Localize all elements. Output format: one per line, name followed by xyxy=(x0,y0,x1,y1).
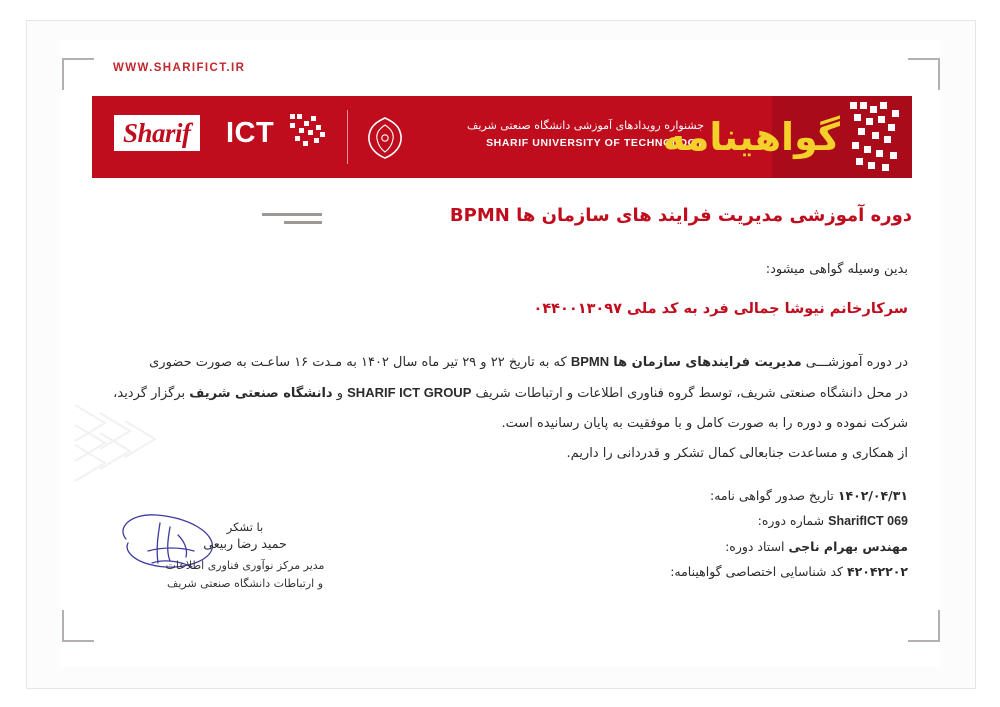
corner-bracket-bottom-right xyxy=(908,610,940,642)
body-paragraph-line-4: از همکاری و مساعدت جنابعالی کمال تشکر و قدردانی را داریم. xyxy=(566,446,908,461)
sharif-ict-logo xyxy=(114,112,329,162)
meta-tracking-code-value: ۴۲۰۴۲۲۰۲ xyxy=(846,564,908,579)
signature-thanks: با تشکر xyxy=(226,520,264,534)
meta-instructor-label: استاد دوره: xyxy=(725,539,785,554)
recipient-name: سرکارخانم نیوشا جمالی فرد به کد ملی ۰۴۴۰۰۱۳۰۹۷ xyxy=(533,301,908,317)
corner-bracket-bottom-left xyxy=(62,610,94,642)
signature-block xyxy=(120,520,370,593)
para2-group-name: SHARIF ICT GROUP xyxy=(347,385,472,400)
para2-part-c: برگزار گردید، xyxy=(113,386,190,401)
corner-bracket-top-right xyxy=(908,58,940,90)
body-paragraph-line-1 xyxy=(88,347,908,378)
university-crest-icon xyxy=(364,116,406,160)
corner-bracket-top-left xyxy=(62,58,94,90)
para1-part-a: در دوره آموزشـــی xyxy=(801,355,908,370)
university-name-fa: جشنواره رویدادهای آموزشی دانشگاه صنعتی شریف xyxy=(467,119,704,132)
website-url: WWW.SHARIFICT.IR xyxy=(113,62,246,74)
meta-issue-date-value: ۱۴۰۲/۰۴/۳۱ xyxy=(837,488,908,503)
para2-part-b: و xyxy=(332,386,348,401)
para2-part-a: در محل دانشگاه صنعتی شریف، توسط گروه فناوری اطلاعات و ارتباطات شریف xyxy=(471,386,908,401)
signatory-name: حمید رضا ربیعی xyxy=(203,536,287,551)
meta-course-number-label: شماره دوره: xyxy=(757,513,825,528)
logo-sharif-text: Sharif xyxy=(114,115,200,151)
university-name-block xyxy=(414,117,704,149)
header-pixel-decoration xyxy=(850,102,908,172)
para1-course-code: BPMN xyxy=(570,354,610,369)
logo-ict-text: ICT xyxy=(226,117,275,149)
header-divider xyxy=(347,110,348,164)
meta-issue-date-label: تاریخ صدور گواهی نامه: xyxy=(710,488,834,503)
para1-bold-course: مدیریت فرایندهای سازمان ها xyxy=(613,355,802,370)
university-name-en: SHARIF UNIVERSITY OF TECHNOLOGY xyxy=(486,137,704,149)
para2-bold-university: دانشگاه صنعتی شریف xyxy=(189,386,333,401)
header-band xyxy=(92,96,912,178)
page-title: دوره آموزشی مدیریت فرایند های سازمان ها BPMN xyxy=(449,205,912,226)
body-paragraph-line-2 xyxy=(88,378,908,409)
logo-pixel-decoration xyxy=(290,114,328,152)
body-paragraph-line-3: شرکت نموده و دوره را به صورت کامل و با موفقیت به پایان رسانیده است. xyxy=(501,416,908,431)
title-dash-decoration xyxy=(262,213,322,229)
hereby-line: بدین وسیله گواهی میشود: xyxy=(765,262,908,277)
certificate-wordmark: گواهینامه xyxy=(662,115,840,159)
para1-part-b: که به تاریخ ۲۲ و ۲۹ تیر ماه سال ۱۴۰۲ به مـدت ۱۶ ساعـت به صورت حضوری xyxy=(149,355,571,370)
signatory-role-line-2: و ارتباطات دانشگاه صنعتی شریف xyxy=(166,577,324,590)
meta-tracking-code-label: کد شناسایی اختصاصی گواهینامه: xyxy=(670,564,843,579)
signatory-role-line-1: مدیر مرکز نوآوری فناوری اطلاعات xyxy=(165,559,325,572)
title-row xyxy=(92,205,912,245)
meta-course-number-value: SharifICT 069 xyxy=(828,514,908,528)
meta-instructor-value: مهندس بهرام ناجی xyxy=(788,539,908,554)
